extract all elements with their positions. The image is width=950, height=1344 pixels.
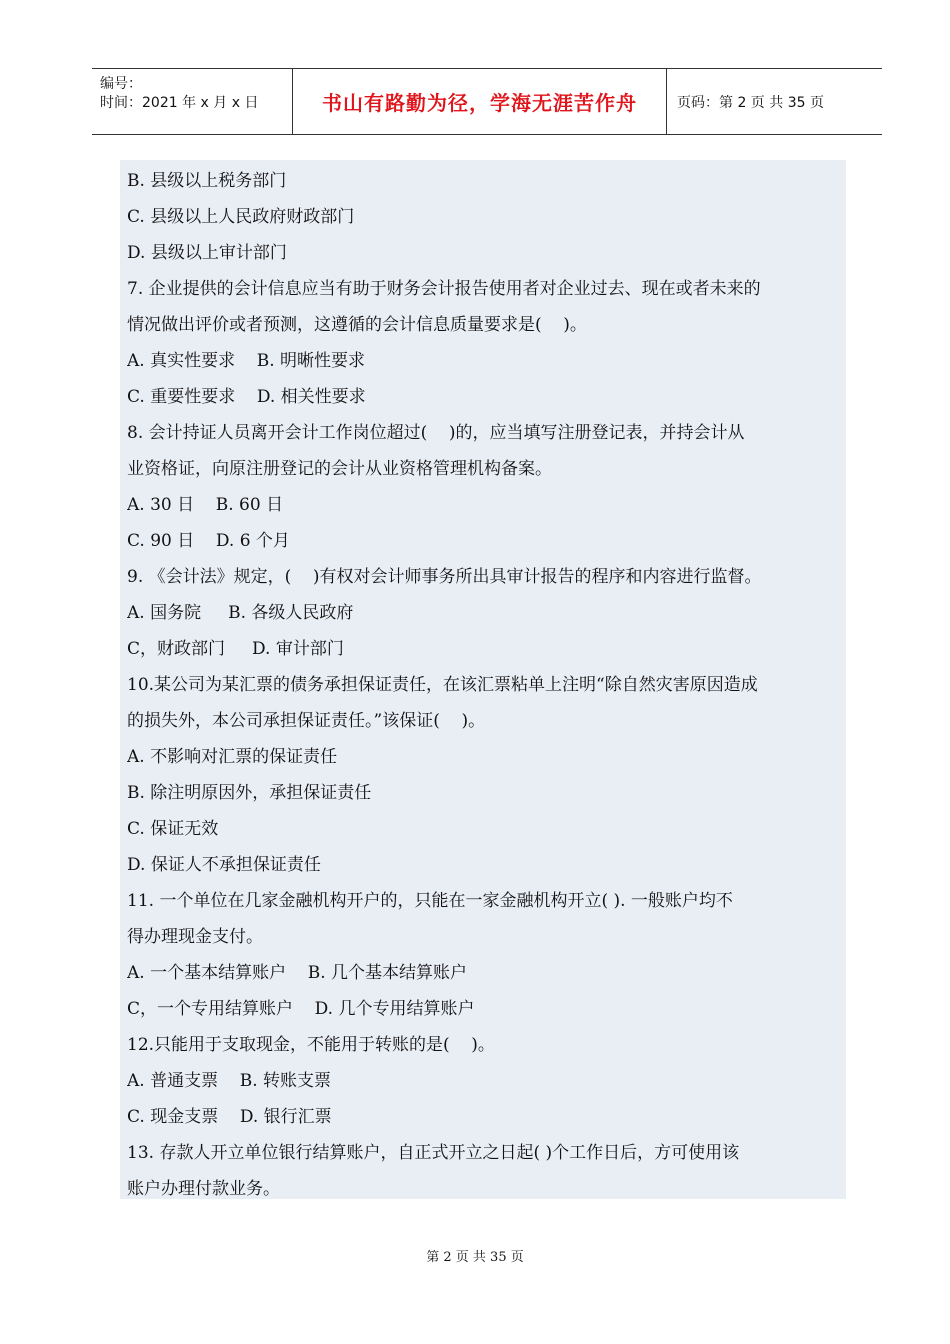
- text-line: 得办理现金支付。: [127, 927, 263, 947]
- text-line: C. 现金支票 D. 银行汇票: [127, 1107, 332, 1127]
- text-line: 7. 企业提供的会计信息应当有助于财务会计报告使用者对企业过去、现在或者未来的: [127, 279, 761, 299]
- text-line: C. 保证无效: [127, 819, 219, 839]
- text-line: C. 90 日 D. 6 个月: [127, 531, 290, 551]
- text-line: A. 不影响对汇票的保证责任: [127, 747, 338, 767]
- time-label: 时间：2021 年 x 月 x 日: [100, 95, 259, 111]
- text-line: 9. 《会计法》规定，( )有权对会计师事务所出具审计报告的程序和内容进行监督。: [127, 567, 762, 587]
- text-line: C. 县级以上人民政府财政部门: [127, 207, 355, 227]
- header-page-info: 页码：第 2 页 共 35 页: [677, 94, 824, 111]
- text-line: 账户办理付款业务。: [127, 1179, 280, 1199]
- question-content: [120, 160, 846, 1199]
- text-line: 8. 会计持证人员离开会计工作岗位超过( )的，应当填写注册登记表，并持会计从: [127, 423, 745, 443]
- text-line: A. 普通支票 B. 转账支票: [127, 1071, 331, 1091]
- page-footer: 第 2 页 共 35 页: [426, 1250, 524, 1265]
- text-line: A. 30 日 B. 60 日: [127, 495, 284, 515]
- text-line: C. 重要性要求 D. 相关性要求: [127, 387, 366, 407]
- header-motto: 书山有路勤为径，学海无涯苦作舟: [292, 69, 667, 134]
- text-line: A. 国务院 B. 各级人民政府: [127, 603, 354, 623]
- text-line: A. 真实性要求 B. 明晰性要求: [127, 351, 365, 371]
- text-line: C，财政部门 D. 审计部门: [127, 639, 344, 659]
- text-line: D. 保证人不承担保证责任: [127, 855, 321, 875]
- text-line: C，一个专用结算账户 D. 几个专用结算账户: [127, 999, 475, 1019]
- text-line: B. 除注明原因外，承担保证责任: [127, 783, 372, 803]
- text-line: 业资格证，向原注册登记的会计从业资格管理机构备案。: [127, 459, 552, 479]
- text-line: A. 一个基本结算账户 B. 几个基本结算账户: [127, 963, 467, 983]
- text-line: B. 县级以上税务部门: [127, 171, 287, 191]
- text-line: 10.某公司为某汇票的债务承担保证责任，在该汇票粘单上注明“除自然灾害原因造成: [127, 675, 758, 695]
- page-header: [92, 68, 882, 135]
- text-line: 的损失外，本公司承担保证责任。”该保证( )。: [127, 711, 486, 731]
- text-line: D. 县级以上审计部门: [127, 243, 287, 263]
- number-label: 编号：: [100, 76, 142, 92]
- text-line: 情况做出评价或者预测，这遵循的会计信息质量要求是( )。: [127, 315, 587, 335]
- text-line: 11. 一个单位在几家金融机构开户的，只能在一家金融机构开立( ). 一般账户均不: [127, 891, 733, 911]
- text-line: 12.只能用于支取现金，不能用于转账的是( )。: [127, 1035, 495, 1055]
- text-line: 13. 存款人开立单位银行结算账户，自正式开立之日起( )个工作日后，方可使用该: [127, 1143, 740, 1163]
- header-meta: [92, 69, 292, 134]
